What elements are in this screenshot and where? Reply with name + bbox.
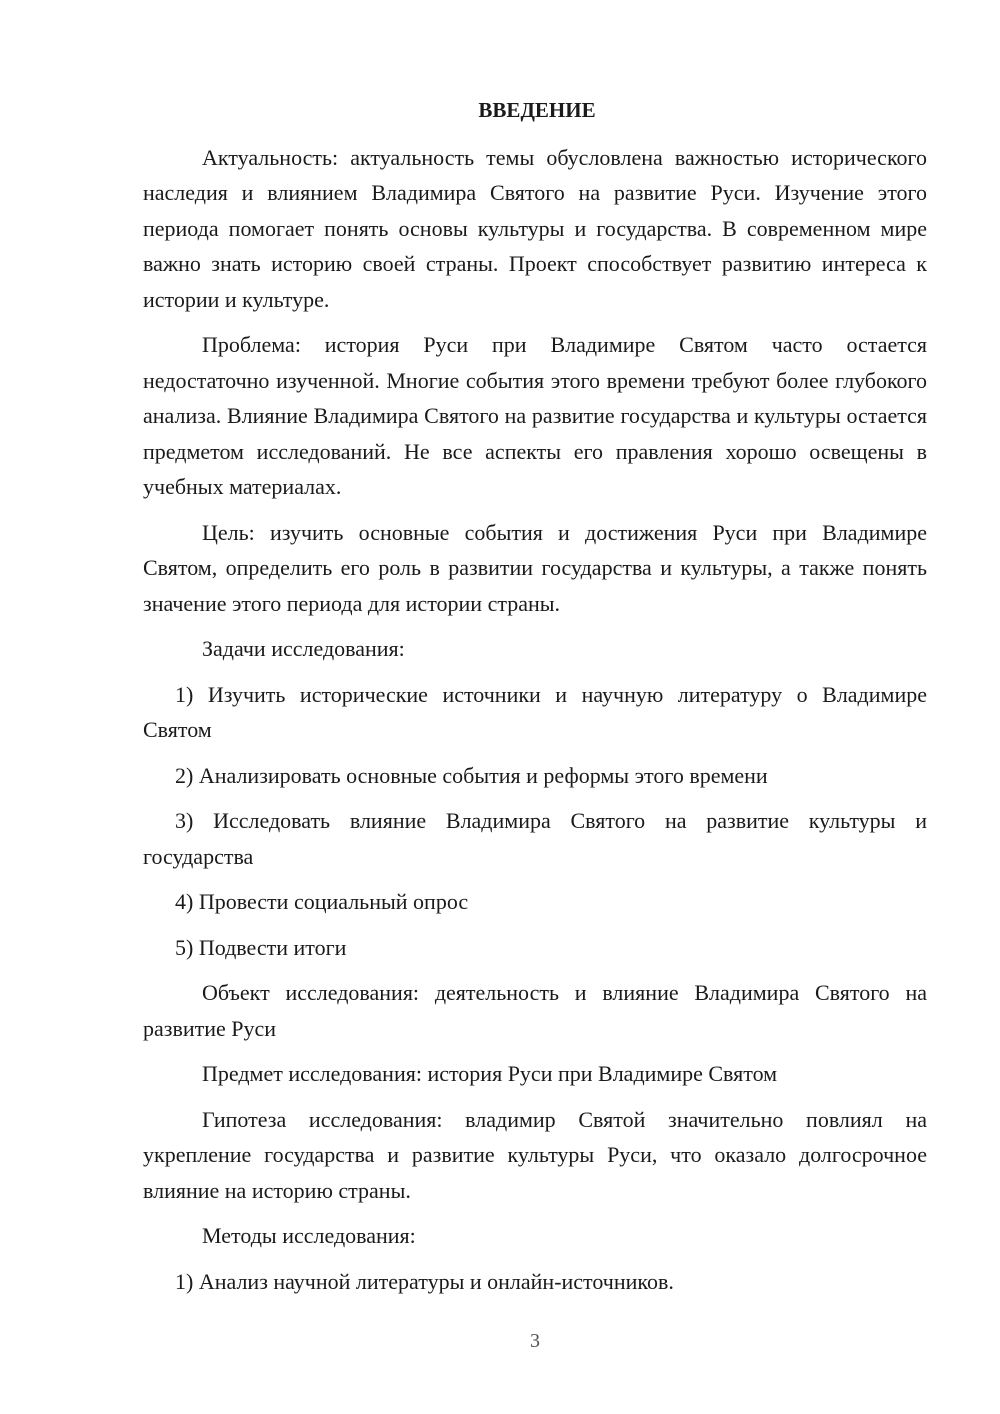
object-paragraph: Объект исследования: деятельность и влияние Владимира Святого на развитие Руси xyxy=(143,980,927,1041)
task-item-5: 5) Подвести итоги xyxy=(175,934,347,960)
page-title: ВВЕДЕНИЕ xyxy=(478,98,596,122)
relevance-paragraph: Актуальность: актуальность темы обусловлена важностью исторического наследия и влиянием Владимира Святого на развитие Руси. Изучение этого периода помогает понять основы культуры и государства. В современном мире важно знать историю своей страны. Проект способствует развитию интереса к истории и культуре. xyxy=(143,144,927,312)
task-item-1: 1) Изучить исторические источники и научную литературу о Владимире Святом xyxy=(143,681,927,742)
task-item-3: 3) Исследовать влияние Владимира Святого на развитие культуры и государства xyxy=(143,808,927,869)
hypothesis-paragraph: Гипотеза исследования: владимир Святой значительно повлиял на укрепление государства и развитие культуры Руси, что оказало долгосрочное влияние на историю страны. xyxy=(143,1106,927,1203)
task-item-2: 2) Анализировать основные события и реформы этого времени xyxy=(175,762,768,788)
problem-paragraph: Проблема: история Руси при Владимире Святом часто остается недостаточно изученной. Многие события этого времени требуют более глубокого анализа. Влияние Владимира Святого на развитие государства и культуры остается предметом исследований. Не все аспекты его правления хорошо освещены в учебных материалах. xyxy=(143,332,927,499)
task-item-4: 4) Провести социальный опрос xyxy=(175,889,469,914)
document-page xyxy=(143,93,927,1309)
tasks-heading: Задачи исследования: xyxy=(202,636,405,661)
method-item-1: 1) Анализ научной литературы и онлайн-источников. xyxy=(175,1268,674,1294)
goal-paragraph: Цель: изучить основные события и достижения Руси при Владимире Святом, определить его роль в развитии государства и культуры, а также понять значение этого периода для истории страны. xyxy=(143,519,927,616)
page-number: 3 xyxy=(530,1330,540,1352)
methods-heading: Методы исследования: xyxy=(202,1223,416,1248)
subject-paragraph: Предмет исследования: история Руси при Владимире Святом xyxy=(202,1061,778,1086)
